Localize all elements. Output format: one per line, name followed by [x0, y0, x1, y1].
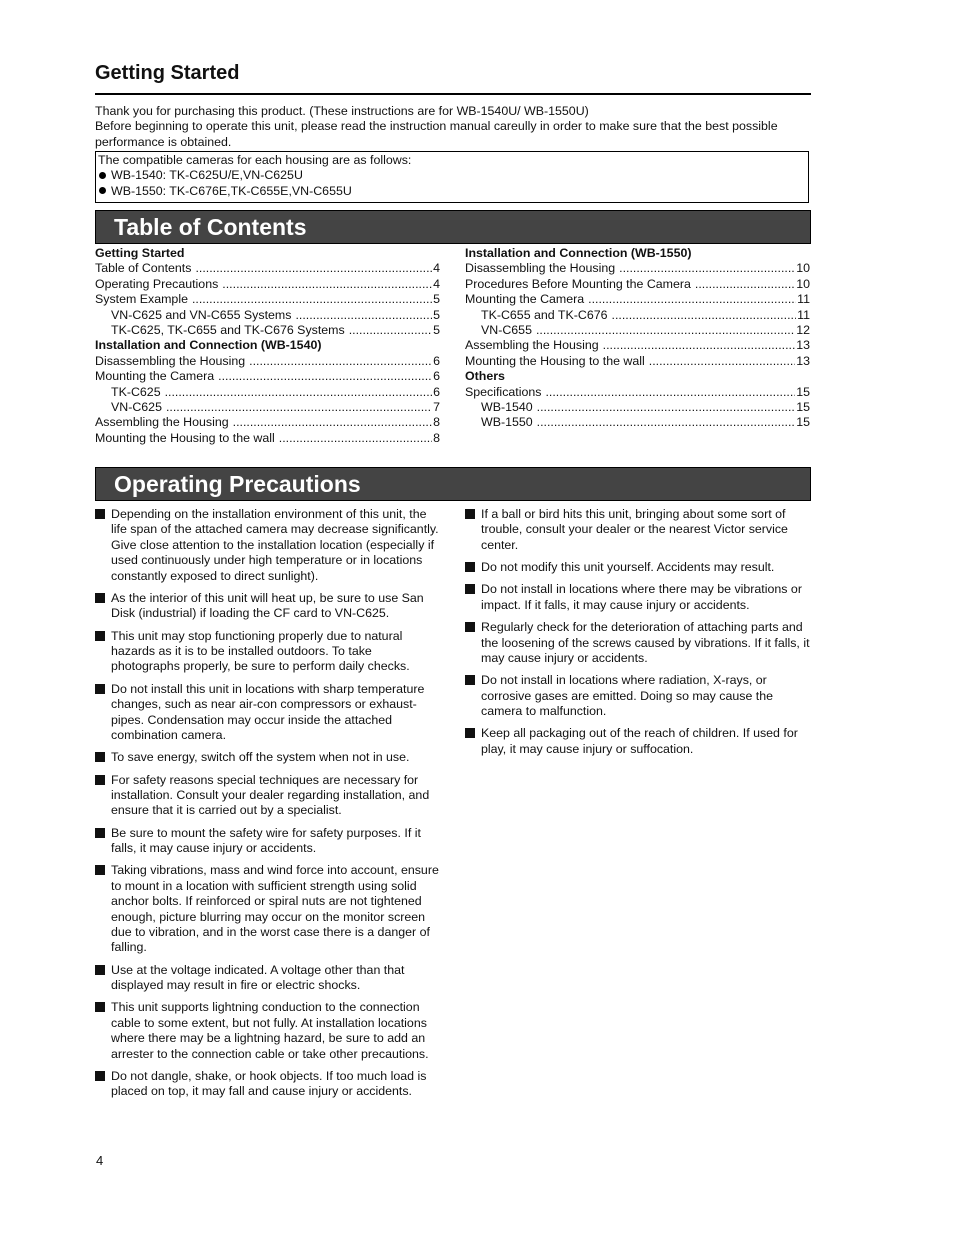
precaution-text: This unit may stop functioning properly due to natural hazards as it is to be installed outdoors. To take photographs properly, be sure to perform daily checks.: [111, 628, 410, 674]
intro-paragraph: Thank you for purchasing this product. (These instructions are for WB-1540U/ WB-1550U): [95, 104, 589, 118]
toc-entry-page: 5: [433, 292, 440, 307]
toc-entry-title: Mounting the Camera: [465, 292, 585, 307]
square-bullet-icon: [465, 562, 475, 572]
precaution-text: Keep all packaging out of the reach of children. If used for play, it may cause injury or suffocation.: [481, 726, 798, 756]
toc-section-head: Installation and Connection (WB-1550): [465, 246, 692, 260]
square-bullet-icon: [95, 865, 105, 875]
toc-entry[interactable]: [465, 400, 810, 415]
precaution-text: Depending on the installation environment of this unit, the life span of the attached camera may decrease significantly. Give close attention to the installation location (especially if used continuously under high temperature or in locations constantly exposed to direct sunlight).: [111, 507, 439, 583]
toc-entry-page: 15: [796, 384, 810, 399]
precaution-text: Regularly check for the deterioration of attaching parts and the loosening of the screws caused by vibrations. If it falls, it may cause injury or accidents.: [481, 620, 810, 665]
toc-leader-dots: [165, 385, 433, 400]
toc-entry-page: 10: [796, 276, 810, 291]
precaution-item: [95, 629, 441, 675]
toc-entry-page: 11: [797, 292, 810, 307]
square-bullet-icon: [95, 752, 105, 762]
precaution-text: To save energy, switch off the system when not in use.: [111, 750, 410, 765]
square-bullet-icon: [465, 622, 475, 632]
precautions-left-column: [95, 507, 441, 1107]
bullet-icon: [99, 187, 106, 194]
toc-entry-title: Assembling the Housing: [95, 415, 229, 430]
precaution-text: Do not modify this unit yourself. Accidents may result.: [481, 560, 775, 575]
precaution-item: [465, 582, 811, 613]
precaution-item: [95, 682, 441, 744]
toc-entry-page: 8: [433, 430, 440, 445]
compat-item-text: WB-1540: TK-C625U/E,VN-C625U: [111, 168, 303, 183]
toc-entry[interactable]: [95, 323, 440, 338]
toc-leader-dots: [192, 292, 432, 307]
square-bullet-icon: [465, 728, 475, 738]
toc-entry[interactable]: [465, 308, 810, 323]
toc-entry[interactable]: [465, 261, 810, 276]
precaution-text: This unit supports lightning conduction to the connection cable to some extent, but not fully. At installation locations where there may be a lightning hazard, be sure to add an arrester to the connection cable or take other precautions.: [111, 1000, 429, 1061]
toc-entry[interactable]: [465, 323, 810, 338]
toc-section-head: Getting Started: [95, 246, 185, 260]
precaution-item: [465, 620, 811, 666]
toc-entry-page: 4: [433, 261, 440, 276]
precaution-text: If a ball or bird hits this unit, bringing about some sort of trouble, consult your dealer or the nearest Victor service center.: [481, 507, 788, 552]
square-bullet-icon: [95, 631, 105, 641]
toc-leader-dots: [588, 292, 796, 307]
toc-entry-title: Mounting the Camera: [95, 369, 215, 384]
toc-entry-page: 5: [433, 307, 440, 322]
toc-leader-dots: [537, 400, 796, 415]
toc-leader-dots: [612, 308, 797, 323]
precaution-item: [95, 750, 441, 765]
toc-entry-page: 5: [433, 322, 440, 337]
precaution-text: Be sure to mount the safety wire for safety purposes. If it falls, it may cause injury or accidents.: [111, 825, 421, 856]
precaution-text: Do not install in locations where there may be vibrations or impact. If it falls, it may cause injury or accidents.: [481, 582, 802, 612]
toc-entry-title: VN-C625: [111, 399, 162, 414]
toc-entry-title: System Example: [95, 292, 188, 307]
toc-leader-dots: [195, 261, 432, 276]
precaution-item: [95, 963, 441, 994]
toc-leader-dots: [536, 323, 795, 338]
toc-entry[interactable]: [465, 354, 810, 369]
toc-right-column: [465, 246, 810, 431]
toc-entry[interactable]: [95, 277, 440, 292]
toc-entry-page: 13: [796, 338, 810, 353]
toc-entry-title: Mounting the Housing to the wall: [95, 430, 275, 445]
precaution-item: [95, 826, 441, 857]
square-bullet-icon: [95, 1071, 105, 1081]
precaution-item: [95, 507, 441, 584]
toc-leader-dots: [603, 338, 796, 353]
precaution-item: [95, 1000, 441, 1062]
toc-entry-page: 13: [796, 353, 810, 368]
toc-entry[interactable]: [465, 292, 810, 307]
toc-entry[interactable]: [95, 400, 440, 415]
toc-entry-page: 6: [433, 353, 440, 368]
precaution-item: [465, 507, 811, 553]
square-bullet-icon: [95, 775, 105, 785]
toc-entry-page: 11: [797, 307, 810, 322]
compat-lead: The compatible cameras for each housing are as follows:: [98, 153, 412, 167]
precaution-item: [95, 863, 441, 955]
toc-entry[interactable]: [95, 308, 440, 323]
toc-entry-page: 6: [433, 369, 440, 384]
toc-entry[interactable]: [95, 415, 440, 430]
toc-heading: Table of Contents: [95, 210, 811, 244]
toc-entry-title: Assembling the Housing: [465, 338, 599, 353]
square-bullet-icon: [95, 684, 105, 694]
precaution-text: Use at the voltage indicated. A voltage other than that displayed may result in fire or electric shocks.: [111, 962, 405, 993]
toc-leader-dots: [249, 354, 432, 369]
toc-entry-title: VN-C655: [481, 322, 532, 337]
toc-entry-title: WB-1540: [481, 399, 533, 414]
intro-text: [95, 104, 811, 150]
toc-entry[interactable]: [95, 369, 440, 384]
square-bullet-icon: [465, 675, 475, 685]
precaution-item: [465, 673, 811, 719]
precaution-text: Do not install this unit in locations with sharp temperature changes, such as near air-con compressors or exhaust-pipes. Condensation may occur inside the attached combination camera.: [111, 681, 425, 742]
square-bullet-icon: [95, 828, 105, 838]
toc-entry[interactable]: [465, 338, 810, 353]
compat-item: [98, 168, 808, 183]
precautions-right-column: [465, 507, 811, 764]
page-number: 4: [96, 1153, 104, 1168]
toc-entry-title: Disassembling the Housing: [465, 261, 616, 276]
square-bullet-icon: [95, 1002, 105, 1012]
page-title: Getting Started: [95, 62, 240, 84]
bullet-icon: [99, 172, 106, 179]
precaution-text: For safety reasons special techniques are necessary for installation. Consult your dealer regarding installation, and ensure that it is carried out by a specialist.: [111, 772, 430, 818]
precaution-item: [95, 591, 441, 622]
intro-paragraph: Before beginning to operate this unit, please read the instruction manual careully in order to make sure that the best possible performance is obtained.: [95, 119, 778, 149]
toc-entry[interactable]: [465, 385, 810, 400]
toc-leader-dots: [222, 277, 432, 292]
toc-leader-dots: [349, 323, 432, 338]
toc-entry-page: 7: [433, 399, 440, 414]
square-bullet-icon: [95, 965, 105, 975]
precaution-item: [465, 726, 811, 757]
precautions-heading: Operating Precautions: [95, 467, 811, 501]
title-rule: [95, 93, 811, 95]
toc-entry[interactable]: [95, 292, 440, 307]
toc-entry-title: Operating Precautions: [95, 276, 219, 291]
toc-entry-page: 4: [433, 276, 440, 291]
toc-entry[interactable]: [95, 431, 440, 446]
toc-section-head: Installation and Connection (WB-1540): [95, 338, 322, 353]
toc-entry-page: 15: [796, 415, 810, 430]
toc-leader-dots: [233, 415, 432, 430]
compat-item: [98, 184, 808, 199]
toc-leader-dots: [295, 308, 432, 323]
toc-entry-page: 12: [796, 322, 810, 337]
toc-entry-title: Disassembling the Housing: [95, 353, 246, 368]
toc-entry-title: Mounting the Housing to the wall: [465, 353, 645, 368]
precaution-text: Do not dangle, shake, or hook objects. If too much load is placed on top, it may fall and cause injury or accidents.: [111, 1068, 427, 1099]
precaution-text: Taking vibrations, mass and wind force into account, ensure to mount in a location with sufficient strength using solid anchor bolts. If reinforced or spiral nuts are not tightened enough, picture blurring may occur on the monitor screen due to vibration, and in the worst case there is a danger of falling.: [111, 863, 439, 955]
toc-section-head: Others: [465, 369, 505, 384]
toc-entry-title: Procedures Before Mounting the Camera: [465, 276, 691, 291]
precaution-item: [465, 560, 811, 575]
toc-leader-dots: [619, 261, 795, 276]
compatible-cameras-box: [95, 151, 809, 203]
toc-entry-page: 10: [796, 261, 810, 276]
toc-leader-dots: [695, 277, 795, 292]
toc-entry-page: 8: [433, 415, 440, 430]
toc-entry[interactable]: [95, 385, 440, 400]
toc-leader-dots: [545, 385, 795, 400]
square-bullet-icon: [465, 584, 475, 594]
toc-entry[interactable]: [465, 277, 810, 292]
toc-entry-title: Specifications: [465, 384, 542, 399]
toc-leader-dots: [279, 431, 432, 446]
toc-entry-page: 15: [796, 399, 810, 414]
toc-leader-dots: [218, 369, 432, 384]
toc-entry[interactable]: [95, 261, 440, 276]
square-bullet-icon: [465, 509, 475, 519]
toc-leader-dots: [537, 415, 796, 430]
toc-entry-page: 6: [433, 384, 440, 399]
toc-entry-title: TK-C655 and TK-C676: [481, 307, 608, 322]
toc-left-column: [95, 246, 440, 446]
toc-entry[interactable]: [465, 415, 810, 430]
toc-leader-dots: [166, 400, 432, 415]
toc-entry-title: TK-C625: [111, 384, 161, 399]
precaution-text: Do not install in locations where radiation, X-rays, or corrosive gases are emitted. Doing so may cause the camera to malfunction.: [481, 673, 774, 719]
toc-entry-title: TK-C625, TK-C655 and TK-C676 Systems: [111, 322, 345, 337]
compat-item-text: WB-1550: TK-C676E,TK-C655E,VN-C655U: [111, 183, 352, 198]
precaution-text: As the interior of this unit will heat up, be sure to use San Disk (industrial) if loading the CF card to VN-C625.: [111, 590, 424, 621]
toc-entry-title: WB-1550: [481, 415, 533, 430]
toc-leader-dots: [649, 354, 795, 369]
toc-entry-title: VN-C625 and VN-C655 Systems: [111, 307, 292, 322]
precaution-item: [95, 1069, 441, 1100]
toc-entry[interactable]: [95, 354, 440, 369]
square-bullet-icon: [95, 509, 105, 519]
precaution-item: [95, 773, 441, 819]
toc-entry-title: Table of Contents: [95, 261, 192, 276]
square-bullet-icon: [95, 593, 105, 603]
